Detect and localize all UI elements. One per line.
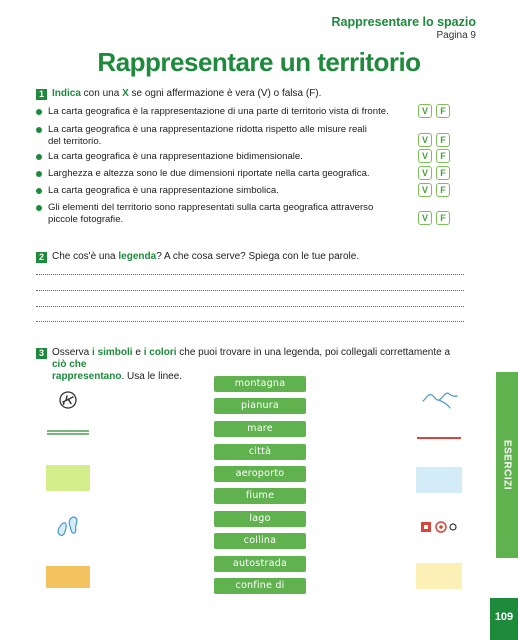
exercise-2-number: 2: [36, 252, 47, 263]
bullet: [36, 188, 42, 194]
page-number: 109: [494, 611, 514, 623]
true-checkbox[interactable]: V: [418, 104, 432, 118]
term-citta[interactable]: città: [214, 444, 306, 460]
statement-6: Gli elementi del territorio sono rappresentati sulla carta geografica attraverso piccole fotografie.: [48, 202, 374, 225]
bullet: [36, 109, 42, 115]
instruction-verb: Indica: [52, 88, 81, 99]
true-checkbox[interactable]: V: [418, 149, 432, 163]
light-yellow-color-swatch[interactable]: [416, 563, 462, 589]
highway-line-icon[interactable]: [46, 429, 90, 437]
true-checkbox[interactable]: V: [418, 211, 432, 225]
exercises-side-tab: ESERCIZI: [496, 372, 518, 558]
false-checkbox[interactable]: F: [436, 104, 450, 118]
orange-color-swatch[interactable]: [46, 566, 90, 588]
vf-choice-3: [418, 149, 452, 163]
true-checkbox[interactable]: V: [418, 133, 432, 147]
light-green-color-swatch[interactable]: [46, 465, 90, 491]
term-lago[interactable]: lago: [214, 511, 306, 527]
light-blue-color-swatch[interactable]: [416, 467, 462, 493]
exercise-3-number: 3: [36, 348, 47, 359]
statement-1: La carta geografica è la rappresentazione di una parte di territorio vista di fronte.: [48, 106, 389, 117]
term-montagna[interactable]: montagna: [214, 376, 306, 392]
exercise-1-instruction: Indica con una X se ogni affermazione è vera (V) o falsa (F).: [52, 88, 322, 99]
vf-choice-6: [418, 211, 452, 225]
river-icon[interactable]: [420, 389, 460, 411]
true-checkbox[interactable]: V: [418, 166, 432, 180]
page-label: Pagina 9: [436, 30, 476, 41]
term-collina[interactable]: collina: [214, 533, 306, 549]
bullet: [36, 127, 42, 133]
statement-5: La carta geografica è una rappresentazione simbolica.: [48, 185, 279, 196]
answer-line-4[interactable]: [36, 321, 464, 322]
vf-choice-2: [418, 133, 452, 147]
term-aeroporto[interactable]: aeroporto: [214, 466, 306, 482]
false-checkbox[interactable]: F: [436, 133, 450, 147]
false-checkbox[interactable]: F: [436, 166, 450, 180]
section-title: Rappresentare lo spazio: [331, 15, 476, 29]
bullet: [36, 171, 42, 177]
statement-3: La carta geografica è una rappresentazione bidimensionale.: [48, 151, 303, 162]
term-fiume[interactable]: fiume: [214, 488, 306, 504]
exercise-2-question: Che cos'è una legenda? A che cosa serve? Spiega con le tue parole.: [52, 251, 360, 262]
region-border-line-icon[interactable]: [416, 435, 462, 441]
true-checkbox[interactable]: V: [418, 183, 432, 197]
page-title: Rappresentare un territorio: [97, 47, 421, 77]
answer-line-2[interactable]: [36, 290, 464, 291]
false-checkbox[interactable]: F: [436, 149, 450, 163]
page-number-tab: [490, 598, 518, 640]
statement-4: Larghezza e altezza sono le due dimensioni riportate nella carta geografica.: [48, 168, 370, 179]
bullet: [36, 205, 42, 211]
answer-line-1[interactable]: [36, 274, 464, 275]
term-confine-di-regione[interactable]: confine di Regione: [214, 578, 306, 594]
lakes-icon[interactable]: [55, 513, 81, 539]
exercise-1-number: 1: [36, 89, 47, 100]
vf-choice-1: [418, 104, 452, 118]
vf-choice-5: [418, 183, 452, 197]
city-symbols-icon[interactable]: [419, 519, 463, 535]
bullet: [36, 154, 42, 160]
exercise-3-instruction: Osserva i simboli e i colori che puoi trovare in una legenda, poi collegali correttamente a ciò che rappresentano. Usa le linee.: [52, 347, 451, 382]
false-checkbox[interactable]: F: [436, 183, 450, 197]
vf-choice-4: [418, 166, 452, 180]
airplane-icon[interactable]: [58, 390, 78, 410]
false-checkbox[interactable]: F: [436, 211, 450, 225]
answer-line-3[interactable]: [36, 306, 464, 307]
statement-2: La carta geografica è una rappresentazione ridotta rispetto alle misure reali del territorio.: [48, 124, 367, 147]
term-mare[interactable]: mare: [214, 421, 306, 437]
term-autostrada[interactable]: autostrada: [214, 556, 306, 572]
term-pianura[interactable]: pianura: [214, 398, 306, 414]
